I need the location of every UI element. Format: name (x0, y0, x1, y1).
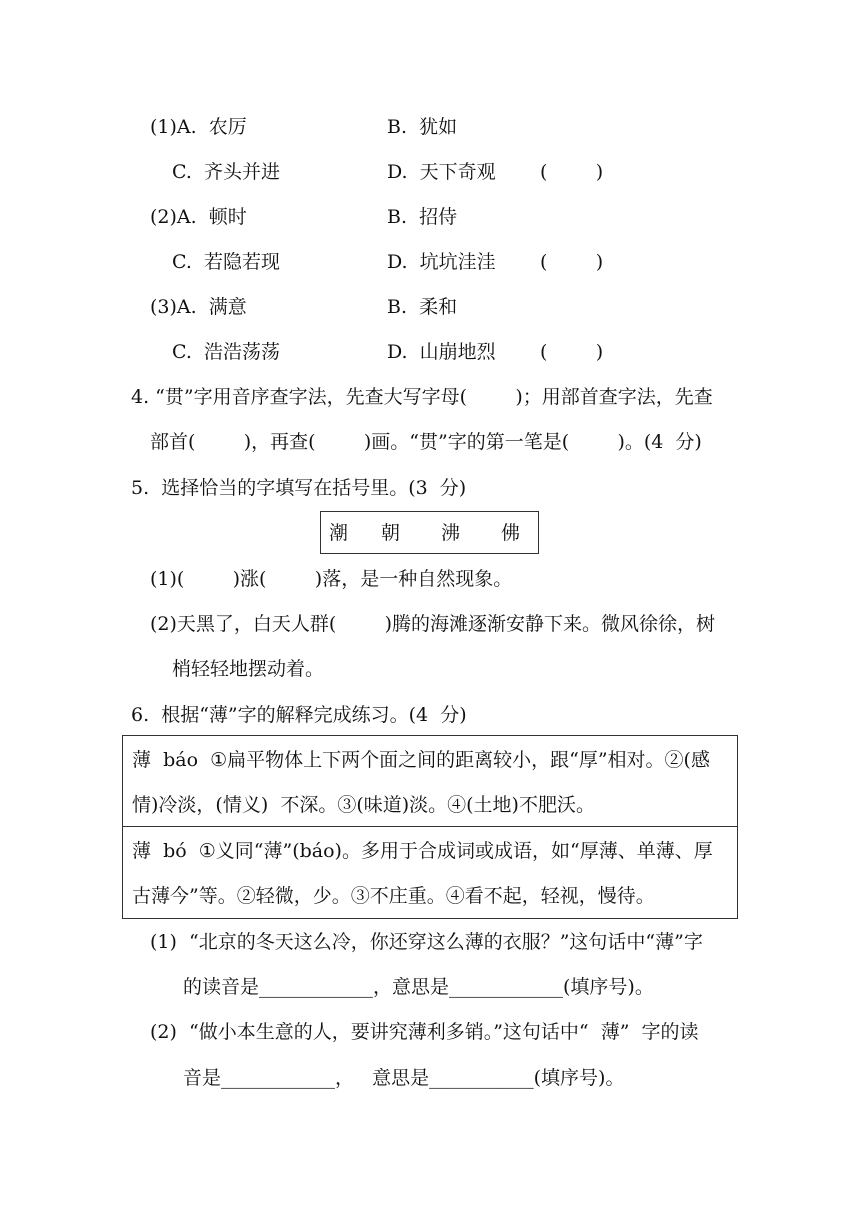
q5-word-2: 朝 (381, 522, 401, 544)
q6-title: 6. 根据“薄”字的解释完成练习。(4 分) (131, 704, 467, 726)
q3-2-answer-bracket[interactable]: ( ) (540, 251, 604, 273)
q3-2-option-c: C. 若隐若现 (172, 251, 280, 273)
q3-1-option-d: D. 天下奇观 (387, 161, 496, 183)
q6-def-bo-line-1: 薄 bó ①义同“薄”(báo)。多用于合成词或成语，如“厚薄、单薄、厚 (132, 840, 713, 862)
q6-table-divider (123, 826, 737, 827)
q6-def-bo-line-2: 古薄今”等。②轻微，少。③不庄重。④看不起，轻视，慢待。 (132, 885, 655, 907)
q5-word-4: 佛 (501, 522, 521, 544)
q3-2-option-b: B. 招侍 (387, 206, 458, 228)
q6-part-1-line-1: (1) “北京的冬天这么冷，你还穿这么薄的衣服？”这句话中“薄”字 (150, 931, 703, 953)
q3-1-answer-bracket[interactable]: ( ) (540, 161, 604, 183)
q3-3-answer-bracket[interactable]: ( ) (540, 341, 604, 363)
q6-part-1-line-2: 的读音是____________，意思是____________(填序号)。 (183, 976, 654, 998)
q5-sentence-2-line-1: (2)天黑了，白天人群( )腾的海滩逐渐安静下来。微风徐徐，树 (150, 613, 716, 635)
q3-1-option-a: (1)A. 农厉 (150, 116, 247, 138)
q5-word-3: 沸 (441, 522, 461, 544)
q4-line-2: 部首( )，再查( )画。“贯”字的第一笔是( )。(4 分) (150, 431, 702, 453)
q6-def-bao-line-1: 薄 báo ①扁平物体上下两个面之间的距离较小，跟“厚”相对。②(感 (132, 749, 710, 771)
q5-title: 5. 选择恰当的字填写在括号里。(3 分) (131, 477, 467, 499)
q5-sentence-2-line-2: 梢轻轻地摆动着。 (172, 658, 325, 680)
q3-1-option-b: B. 犹如 (387, 116, 458, 138)
q5-sentence-1: (1)( )涨( )落，是一种自然现象。 (150, 568, 513, 590)
q6-definition-table (122, 735, 738, 919)
q6-def-bao-line-2: 情)冷淡，(情义) 不深。③(味道)淡。④(土地)不肥沃。 (132, 794, 595, 816)
q5-word-1: 潮 (329, 522, 349, 544)
q3-2-option-a: (2)A. 顿时 (150, 206, 247, 228)
q3-3-option-b: B. 柔和 (387, 296, 458, 318)
q5-word-box (320, 511, 539, 554)
q4-line-1: 4. “贯”字用音序查字法，先查大写字母( )；用部首查字法，先查 (131, 386, 713, 408)
q3-3-option-d: D. 山崩地烈 (387, 341, 496, 363)
q6-part-2-line-2: 音是____________， 意思是___________(填序号)。 (183, 1067, 625, 1089)
q3-1-option-c: C. 齐头并进 (172, 161, 280, 183)
q3-2-option-d: D. 坑坑洼洼 (387, 251, 496, 273)
q3-3-option-c: C. 浩浩荡荡 (172, 341, 280, 363)
q6-part-2-line-1: (2) “做小本生意的人，要讲究薄利多销。”这句话中“ 薄” 字的读 (150, 1021, 699, 1043)
q3-3-option-a: (3)A. 满意 (150, 296, 247, 318)
